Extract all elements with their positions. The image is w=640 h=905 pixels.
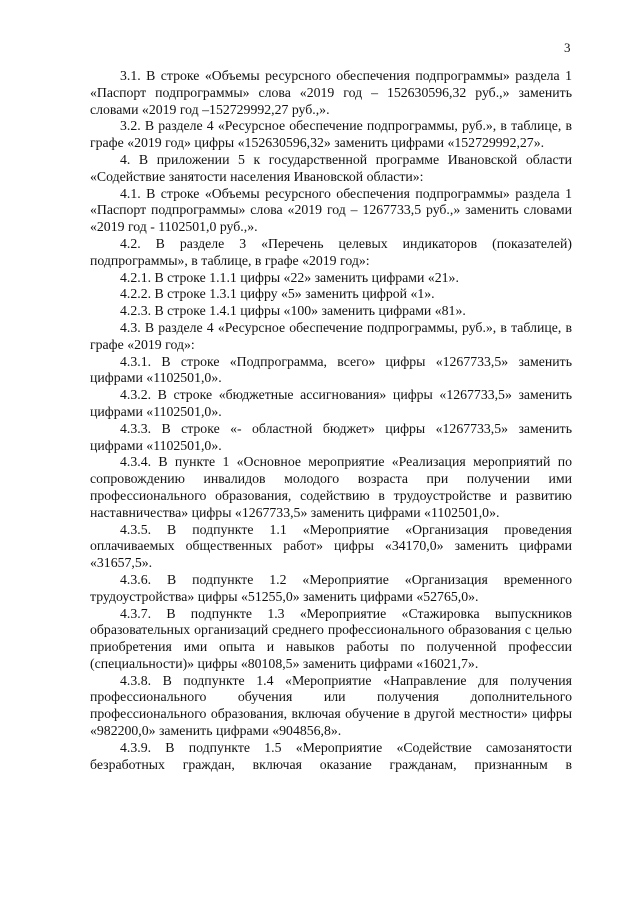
paragraph: 4.1. В строке «Объемы ресурсного обеспечения подпрограммы» раздела 1 «Паспорт подпрограммы» слова «2019 год – 1267733,5 руб.,» заменить словами «2019 год - 1102501,0 руб.,». — [90, 185, 572, 235]
paragraph: 4.3.6. В подпункте 1.2 «Мероприятие «Организация временного трудоустройства» цифры «51255,0» заменить цифрами «52765,0». — [90, 571, 572, 604]
paragraph: 4. В приложении 5 к государственной программе Ивановской области «Содействие занятости населения Ивановской области»: — [90, 151, 572, 184]
paragraph: 4.2. В разделе 3 «Перечень целевых индикаторов (показателей) подпрограммы», в таблице, в графе «2019 год»: — [90, 235, 572, 268]
paragraph: 4.3.5. В подпункте 1.1 «Мероприятие «Организация проведения оплачиваемых общественных работ» цифры «34170,0» заменить цифрами «31657,5». — [90, 521, 572, 571]
paragraph: 3.1. В строке «Объемы ресурсного обеспечения подпрограммы» раздела 1 «Паспорт подпрограммы» слова «2019 год – 152630596,32 руб.,» заменить словами «2019 год –152729992,27 руб.,». — [90, 68, 572, 117]
paragraph: 4.3.1. В строке «Подпрограмма, всего» цифры «1267733,5» заменить цифрами «1102501,0». — [90, 353, 572, 386]
paragraph: 4.3. В разделе 4 «Ресурсное обеспечение подпрограммы, руб.», в таблице, в графе «2019 год»: — [90, 319, 572, 352]
paragraph: 4.3.8. В подпункте 1.4 «Мероприятие «Направление для получения профессионального обучения или получения дополнительного профессионального образования, включая обучение в другой местности» цифры «982200,0» заменить цифрами «904856,8». — [90, 672, 572, 739]
page-number: 3 — [564, 40, 571, 55]
paragraph: 4.2.1. В строке 1.1.1 цифры «22» заменить цифрами «21». — [120, 269, 459, 285]
paragraph: 4.3.4. В пункте 1 «Основное мероприятие «Реализация мероприятий по сопровождению инвалидов молодого возраста при получении ими профессионального образования, содействию в трудоустройстве и развитию наставничества» цифры «1267733,5» заменить цифрами «1102501,0». — [90, 454, 572, 520]
paragraph: 4.2.2. В строке 1.3.1 цифру «5» заменить цифрой «1». — [120, 286, 435, 302]
paragraph: 4.3.9. В подпункте 1.5 «Мероприятие «Содействие самозанятости безработных граждан, включая оказание гражданам, признанным в — [90, 739, 572, 772]
paragraph: 4.3.7. В подпункте 1.3 «Мероприятие «Стажировка выпускников образовательных организаций среднего профессионального образования с целью приобретения ими опыта и навыков работы по полученной профессии (специальности)» цифры «80108,5» заменить цифрами «16021,7». — [90, 605, 572, 671]
paragraph: 3.2. В разделе 4 «Ресурсное обеспечение подпрограммы, руб.», в таблице, в графе «2019 год» цифры «152630596,32» заменить цифрами «152729992,27». — [90, 118, 572, 151]
paragraph: 4.2.3. В строке 1.4.1 цифры «100» заменить цифрами «81». — [120, 303, 466, 319]
document-body — [90, 68, 572, 773]
paragraph: 4.3.3. В строке «- областной бюджет» цифры «1267733,5» заменить цифрами «1102501,0». — [90, 420, 572, 453]
paragraph: 4.3.2. В строке «бюджетные ассигнования» цифры «1267733,5» заменить цифрами «1102501,0». — [90, 387, 572, 419]
